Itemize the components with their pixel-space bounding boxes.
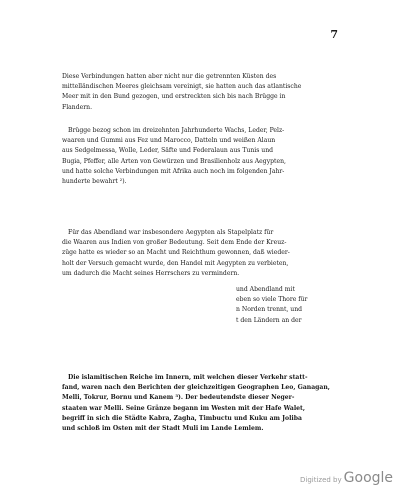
text-line: Meer mit in den Bund gezogen, und erstreckten sich bis nach Brügge in [62,93,286,101]
text-line: Diese Verbindungen hatten aber nicht nur die getrennten Küsten des [62,73,277,80]
text-line: holt der Versuch gemacht wurde, den Handel mit Aegypten zu verbieten, [62,259,289,267]
text-line: und Abendland mit [236,286,295,293]
text-line: waaren und Gummi aus Fez und Marocco, Datteln und weißen Alaun [62,137,276,145]
google-logo: Google [343,470,394,486]
text-line: die Waaren aus Indien von großer Bedeutung. Seit dem Ende der Kreuz- [62,239,287,247]
text-line: Brügge bezog schon im dreizehnten Jahrhunderte Wachs, Leder, Pelz- [68,127,285,134]
text-line: züge hatte es wieder so an Macht und Reichthum gewonnen, daß wieder- [62,249,290,257]
text-line: und schloß im Osten mit der Stadt Muli im Lande Lemlem. [62,425,264,433]
text-line: Für das Abendland war insbesondere Aegypten als Stapelplatz für [68,229,274,236]
paragraph-4 [62,373,340,434]
digitized-watermark [300,470,393,486]
text-line: staaten war Melli. Seine Gränze begann im Westen mit der Hafe Walet, [62,404,305,412]
paragraph-1 [62,72,340,113]
text-line: und hatte solche Verbindungen mit Afrika auch noch im folgenden Jahr- [62,167,285,175]
text-line: mittelländischen Meeres gleichsam vereinigt, sie hatten auch das atlantische [62,83,302,91]
page-number: 7 [330,28,338,41]
text-line: Melli, Tokrur, Bornu und Kanem ³). Der bedeutendste dieser Neger- [62,394,295,402]
text-line: t den Ländern an der [236,316,302,324]
text-fragment [236,285,340,326]
text-line: Die islamitischen Reiche im Innern, mit welchen dieser Verkehr statt- [68,374,308,381]
paragraph-2 [62,126,340,187]
watermark-prefix: Digitized by [300,476,342,484]
paragraph-3 [62,228,340,279]
text-line: n Norden trennt, und [236,306,303,314]
text-line: eben so viele Thore für [236,296,308,304]
text-line: um dadurch die Macht seines Herrschers zu vermindern. [62,269,240,277]
text-line: Bugia, Pfeffer, alle Arten von Gewürzen und Brasilienholz aus Aegypten, [62,157,286,165]
text-line: hunderte bewahrt ²). [62,178,127,186]
text-line: fand, waren nach den Berichten der gleichzeitigen Geographen Leo, Ganagan, [62,384,330,392]
text-line: begriff in sich die Städte Kabra, Zagha, Timbuctu und Kuku am Joliba [62,414,302,422]
text-line: aus Sedgelmessa, Wolle, Leder, Säfte und Federalaun aus Tunis und [62,147,274,155]
text-line: Flandern. [62,103,93,111]
